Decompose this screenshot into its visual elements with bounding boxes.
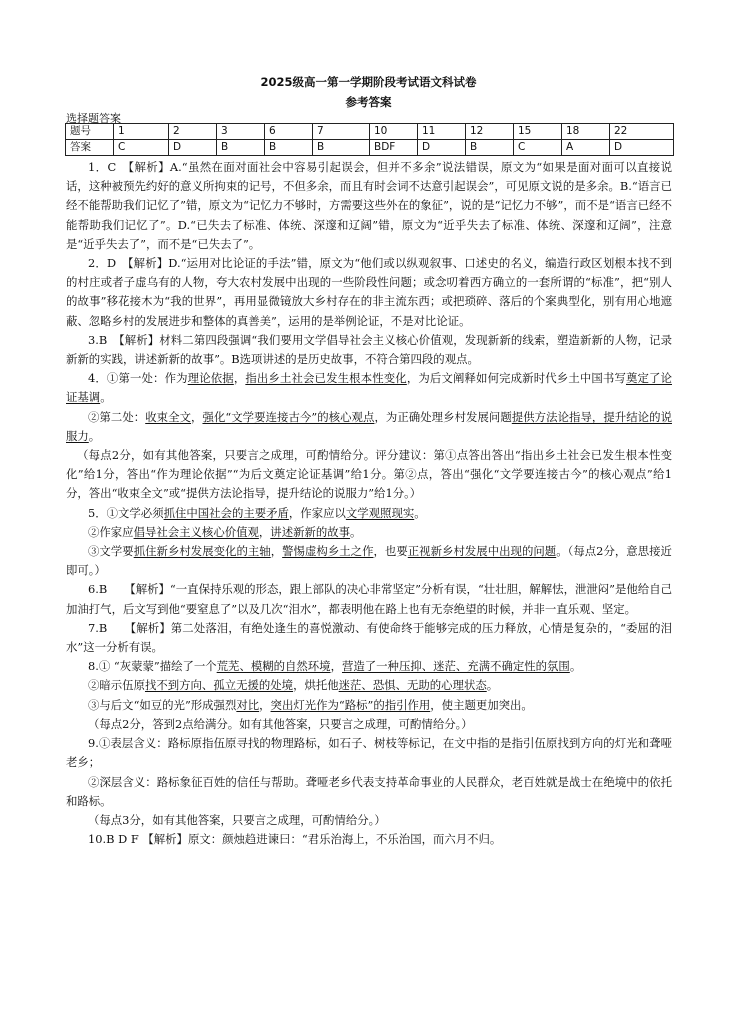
table-cell: 3 [217, 124, 265, 140]
key-phrase: 倡导社会主义核心价值观 [133, 524, 259, 539]
key-phrase: 警惕虚构乡土之作 [282, 544, 374, 559]
key-phrase: 理论依据 [187, 371, 234, 386]
key-phrase: 对比 [236, 697, 260, 712]
table-cell: 6 [265, 124, 313, 140]
answer-q9-note: （每点3分，如有其他答案，只要言之成理，可酌情给分。） [88, 812, 386, 827]
key-phrase: 抓住中国社会的主要矛盾 [163, 505, 289, 520]
table-cell: D [610, 140, 674, 156]
answer-q8-point1: 8.① “灰蒙蒙”描绘了一个荒芜、模糊的自然环境，营造了一种压抑、迷茫、充满不确定性的氛围。 [88, 659, 582, 674]
key-phrase: 讲述新新的故事 [270, 524, 351, 539]
key-phrase: 迷茫、恐惧、无助的心理状态 [338, 678, 487, 693]
choice-answer-table [65, 123, 674, 156]
table-cell: C [514, 140, 562, 156]
key-phrase: 奠定了论证基调 [66, 371, 672, 405]
table-cell: 22 [610, 124, 674, 140]
table-cell: 7 [313, 124, 370, 140]
table-cell: B [217, 140, 265, 156]
answer-q4-point2: ②第二处：收束全文，强化“文学要连接古今”的核心观点，为正确处理乡村发展问题提供方法论指导，提升结论的说服力。 [66, 409, 672, 443]
table-cell: 1 [114, 124, 169, 140]
answer-q5-point1: 5．①文学必须抓住中国社会的主要矛盾，作家应以文学观照现实。 [88, 505, 426, 520]
table-cell: 11 [418, 124, 466, 140]
table-cell: B [313, 140, 370, 156]
page-title: 2025级高一第一学期阶段考试语文科试卷 [260, 75, 477, 89]
table-cell: 10 [370, 124, 418, 140]
key-phrase: 荒芜、模糊的自然环境 [216, 659, 331, 674]
key-phrase: 提供方法论指导，提升结论的说服力 [66, 409, 672, 443]
answer-q8-point2: ②暗示伍原找不到方向、孤立无援的处境，烘托他迷茫、恐惧、无助的心理状态。 [88, 678, 499, 693]
key-phrase: 找不到方向、孤立无援的处境 [144, 678, 294, 693]
key-phrase: 指出乡土社会已发生根本性变化 [245, 371, 407, 386]
table-cell: C [114, 140, 169, 156]
answer-q5-point2: ②作家应倡导社会主义核心价值观，讲述新新的故事。 [88, 524, 362, 539]
table-cell: 18 [562, 124, 610, 140]
answer-q5-point3: ③文学要抓住新乡村发展变化的主轴，警惕虚构乡土之作，也要正视新乡村发展中出现的问题。（每点2分，意思接近即可。） [66, 544, 672, 578]
key-phrase: 突出灯光作为“路标”的指引作用 [270, 697, 431, 712]
key-phrase: 收束全文 [145, 409, 192, 424]
table-cell: A [562, 140, 610, 156]
table-cell: B [265, 140, 313, 156]
table-cell: 答案 [66, 140, 114, 156]
answer-q1: 1．C 【解析】A.“虽然在面对面社会中容易引起误会，但并不多余”说法错误，原文为“如果是面对面可以直接说话，这种被预先约好的意义所拘束的记号，不但多余，而且有时会词不达意引起误会”，可见原文说的是多余。B.“语言已经不能帮助我们记忆了”错，原文为“记忆力不够时，方需要这些外在的象征”，说的是“记忆力不够”，而不是“语言已经不能帮助我们记忆了”。D.“已失去了标准、体统、深邃和辽阔”错，原文为“近乎失去了标准、体统、深邃和辽阔”，注意是“近乎失去了”，而不是“已失去了”。 [66, 160, 672, 251]
answer-q4-point1: 4．①第一处：作为理论依据，指出乡土社会已发生根本性变化，为后文阐释如何完成新时代乡土中国书写奠定了论证基调。 [66, 371, 672, 405]
table-cell: 12 [466, 124, 514, 140]
key-phrase: 营造了一种压抑、迷茫、充满不确定性的氛围 [341, 659, 570, 674]
answer-q9-point1: 9.①表层含义：路标原指伍原寻找的物理路标，如石子、树枝等标记，在文中指的是指引伍原找到方向的灯光和聋哑老乡； [66, 736, 672, 770]
key-phrase: 强化“文学要连接古今”的核心观点 [202, 409, 375, 424]
table-cell: 题号 [66, 124, 114, 140]
table-row-question-numbers [66, 124, 674, 140]
key-phrase: 文学观照现实 [345, 505, 415, 520]
table-cell: B [466, 140, 514, 156]
answer-q7: 7.B 【解析】第二处落泪，有绝处逢生的喜悦激动、有使命终于能够完成的压力释放，心情是复杂的，“委屈的泪水”这一分析有误。 [66, 620, 672, 655]
table-cell: D [418, 140, 466, 156]
answer-q2: 2．D 【解析】D.“运用对比论证的手法”错，原文为“他们或以纵观叙事、口述史的名义，编造行政区划根本找不到的村庄或者子虚乌有的人物，夸大农村发展中出现的一些阶段性问题；或念叨着西方确立的一套所谓的“标准”，把“别人的故事”移花接木为“我的世界”，再用显微镜放大乡村存在的非主流东西；或把琐碎、落后的个案典型化，别有用心地遮蔽、忽略乡村的发展进步和整体的真善美”，运用的是举例论证，不是对比论证。 [66, 256, 672, 328]
answer-q3: 3.B 【解析】材料二第四段强调“我们要用文学倡导社会主义核心价值观，发现新新的线索，塑造新新的人物，记录新新的实践，讲述新新的故事”。B选项讲述的是历史故事，不符合第四段的观点。 [66, 332, 672, 367]
answer-q6: 6.B 【解析】“一直保持乐观的形态，跟上部队的决心非常坚定”分析有误，“壮壮胆，解解怯，泄泄闷”是他给自己加油打气，后文写到他“要窒息了”以及几次“泪水”，都表明他在路上也有无奈绝望的时候，并非一直乐观、坚定。 [66, 582, 672, 616]
choice-section-label: 选择题答案 [66, 112, 121, 125]
answer-q9-point2: ②深层含义：路标象征百姓的信任与帮助。聋哑老乡代表支持革命事业的人民群众，老百姓就是战士在绝境中的依托和路标。 [66, 774, 672, 808]
table-cell: 15 [514, 124, 562, 140]
table-row-answers [66, 140, 674, 156]
answer-body [66, 158, 672, 849]
table-cell: BDF [370, 140, 418, 156]
answer-q5-note: （每点2分，意思接近即可。） [66, 544, 672, 578]
key-phrase: 正视新乡村发展中出现的问题 [407, 544, 557, 559]
answer-q4-note: （每点2分，如有其他答案，只要言之成理，可酌情给分。评分建议：第①点答出答出“指出乡土社会已发生根本性变化”给1分，答出“作为理论依据”“为后文奠定论证基调”给1分。第②点，答出“强化“文学要连接古今”的核心观点”给1分，答出“收束全文”或“提供方法论指导，提升结论的说服力”给1分。） [66, 448, 672, 501]
answer-q8-point3: ③与后文“如豆的光”形成强烈对比，突出灯光作为“路标”的指引作用，使主题更加突出。 [88, 697, 533, 712]
table-cell: 2 [169, 124, 217, 140]
answer-q8-note: （每点2分，答到2点给满分。如有其他答案，只要言之成理，可酌情给分。） [88, 716, 473, 731]
page-subtitle: 参考答案 [345, 95, 392, 109]
table-cell: D [169, 140, 217, 156]
answer-q10: 10.B D F 【解析】原文：颜烛趋进谏曰：“君乐治海上，不乐治国，而六月不归。 [88, 832, 502, 847]
key-phrase: 抓住新乡村发展变化的主轴 [133, 544, 271, 559]
